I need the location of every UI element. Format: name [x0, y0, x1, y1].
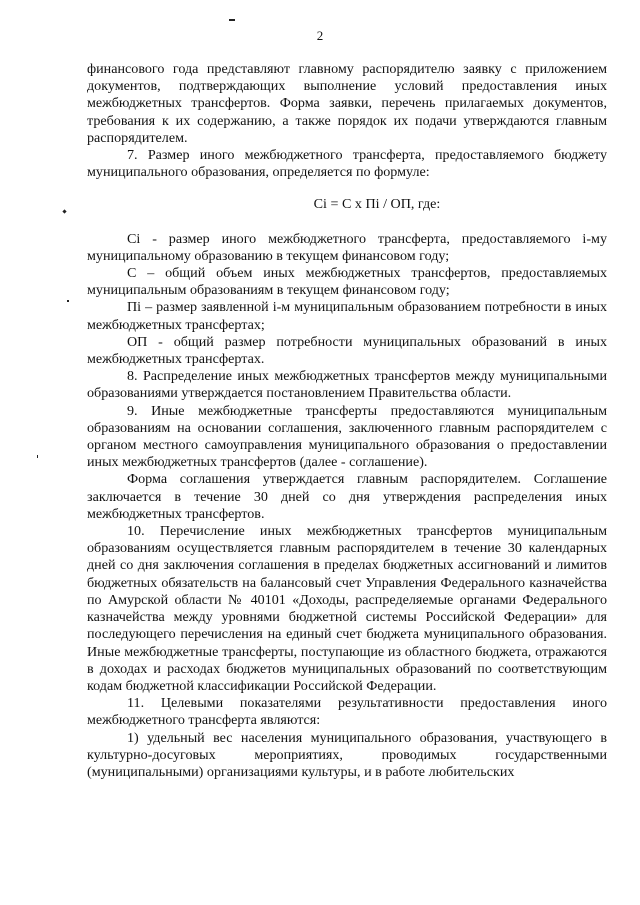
- paragraph-1: финансового года представляют главному распорядителю заявку с приложением документов, подтверждающих выполнение условий предоставления иных межбюджетных трансфертов. Форма заявки, перечень прилагаемых документов, требования к их содержанию, а также порядок их подачи утверждаются главным распорядителем.: [87, 61, 607, 146]
- scan-mark-left: [62, 209, 66, 213]
- definition-pi: Пi – размер заявленной i-м муниципальным образованием потребности в иных межбюджетных трансфертах;: [87, 299, 607, 333]
- paragraph-agreement-form: Форма соглашения утверждается главным распорядителем. Соглашение заключается в течение 30 дней со дня утверждения распределения иных межбюджетных трансфертов.: [87, 471, 607, 522]
- paragraph-item-9: 9. Иные межбюджетные трансферты предоставляются муниципальным образованиям на основании соглашения, заключенного главным распорядителем с органом местного самоуправления муниципального образования о предоставлении иных межбюджетных трансфертов (далее - соглашение).: [87, 402, 607, 471]
- paragraph-item-8: 8. Распределение иных межбюджетных трансфертов между муниципальными образованиями утверждается постановлением Правительства области.: [87, 368, 607, 402]
- paragraph-indicator-1: 1) удельный вес населения муниципального образования, участвующего в культурно-досуговых мероприятиях, проводимых государственными (муниципальными) организациями культуры, и в работе любительских: [87, 729, 607, 780]
- scan-mark-left-3: [37, 455, 38, 458]
- paragraph-item-11: 11. Целевыми показателями результативности предоставления иного межбюджетного трансферта являются:: [87, 695, 607, 729]
- paragraph-item-10: 10. Перечисление иных межбюджетных трансфертов муниципальным образованиям осуществляется главным распорядителем в течение 30 календарных дней со дня заключения соглашения в пределах бюджетных ассигнований и лимитов бюджетных обязательств на балансовый счет Управления Федерального казначейства по Амурской области № 40101 «Доходы, распределяемые органами Федерального казначейства между уровнями бюджетной системы Российской Федерации» для последующего перечисления на единый счет бюджета муниципального образования. Иные межбюджетные трансферты, поступающие из областного бюджета, отражаются в доходах и расходах бюджетов муниципальных образований по соответствующим кодам бюджетной классификации Российской Федерации.: [87, 523, 607, 694]
- page-number: 2: [316, 28, 324, 43]
- scan-mark-top: [229, 19, 235, 21]
- definition-ci: Ci - размер иного межбюджетного трансферта, предоставляемого i-му муниципальному образованию в текущем финансовом году;: [87, 230, 607, 264]
- paragraph-item-7: 7. Размер иного межбюджетного трансферта, предоставляемого бюджету муниципального образования, определяется по формуле:: [87, 147, 607, 181]
- definition-op: ОП - общий размер потребности муниципальных образований в иных межбюджетных трансфертах.: [87, 333, 607, 368]
- scan-mark-left-2: [67, 300, 69, 302]
- document-body: [87, 61, 607, 781]
- formula: Ci = C x Пi / ОП, где:: [313, 196, 441, 213]
- definition-c: С – общий объем иных межбюджетных трансфертов, предоставляемых муниципальным образованиям в текущем финансовом году;: [87, 265, 607, 299]
